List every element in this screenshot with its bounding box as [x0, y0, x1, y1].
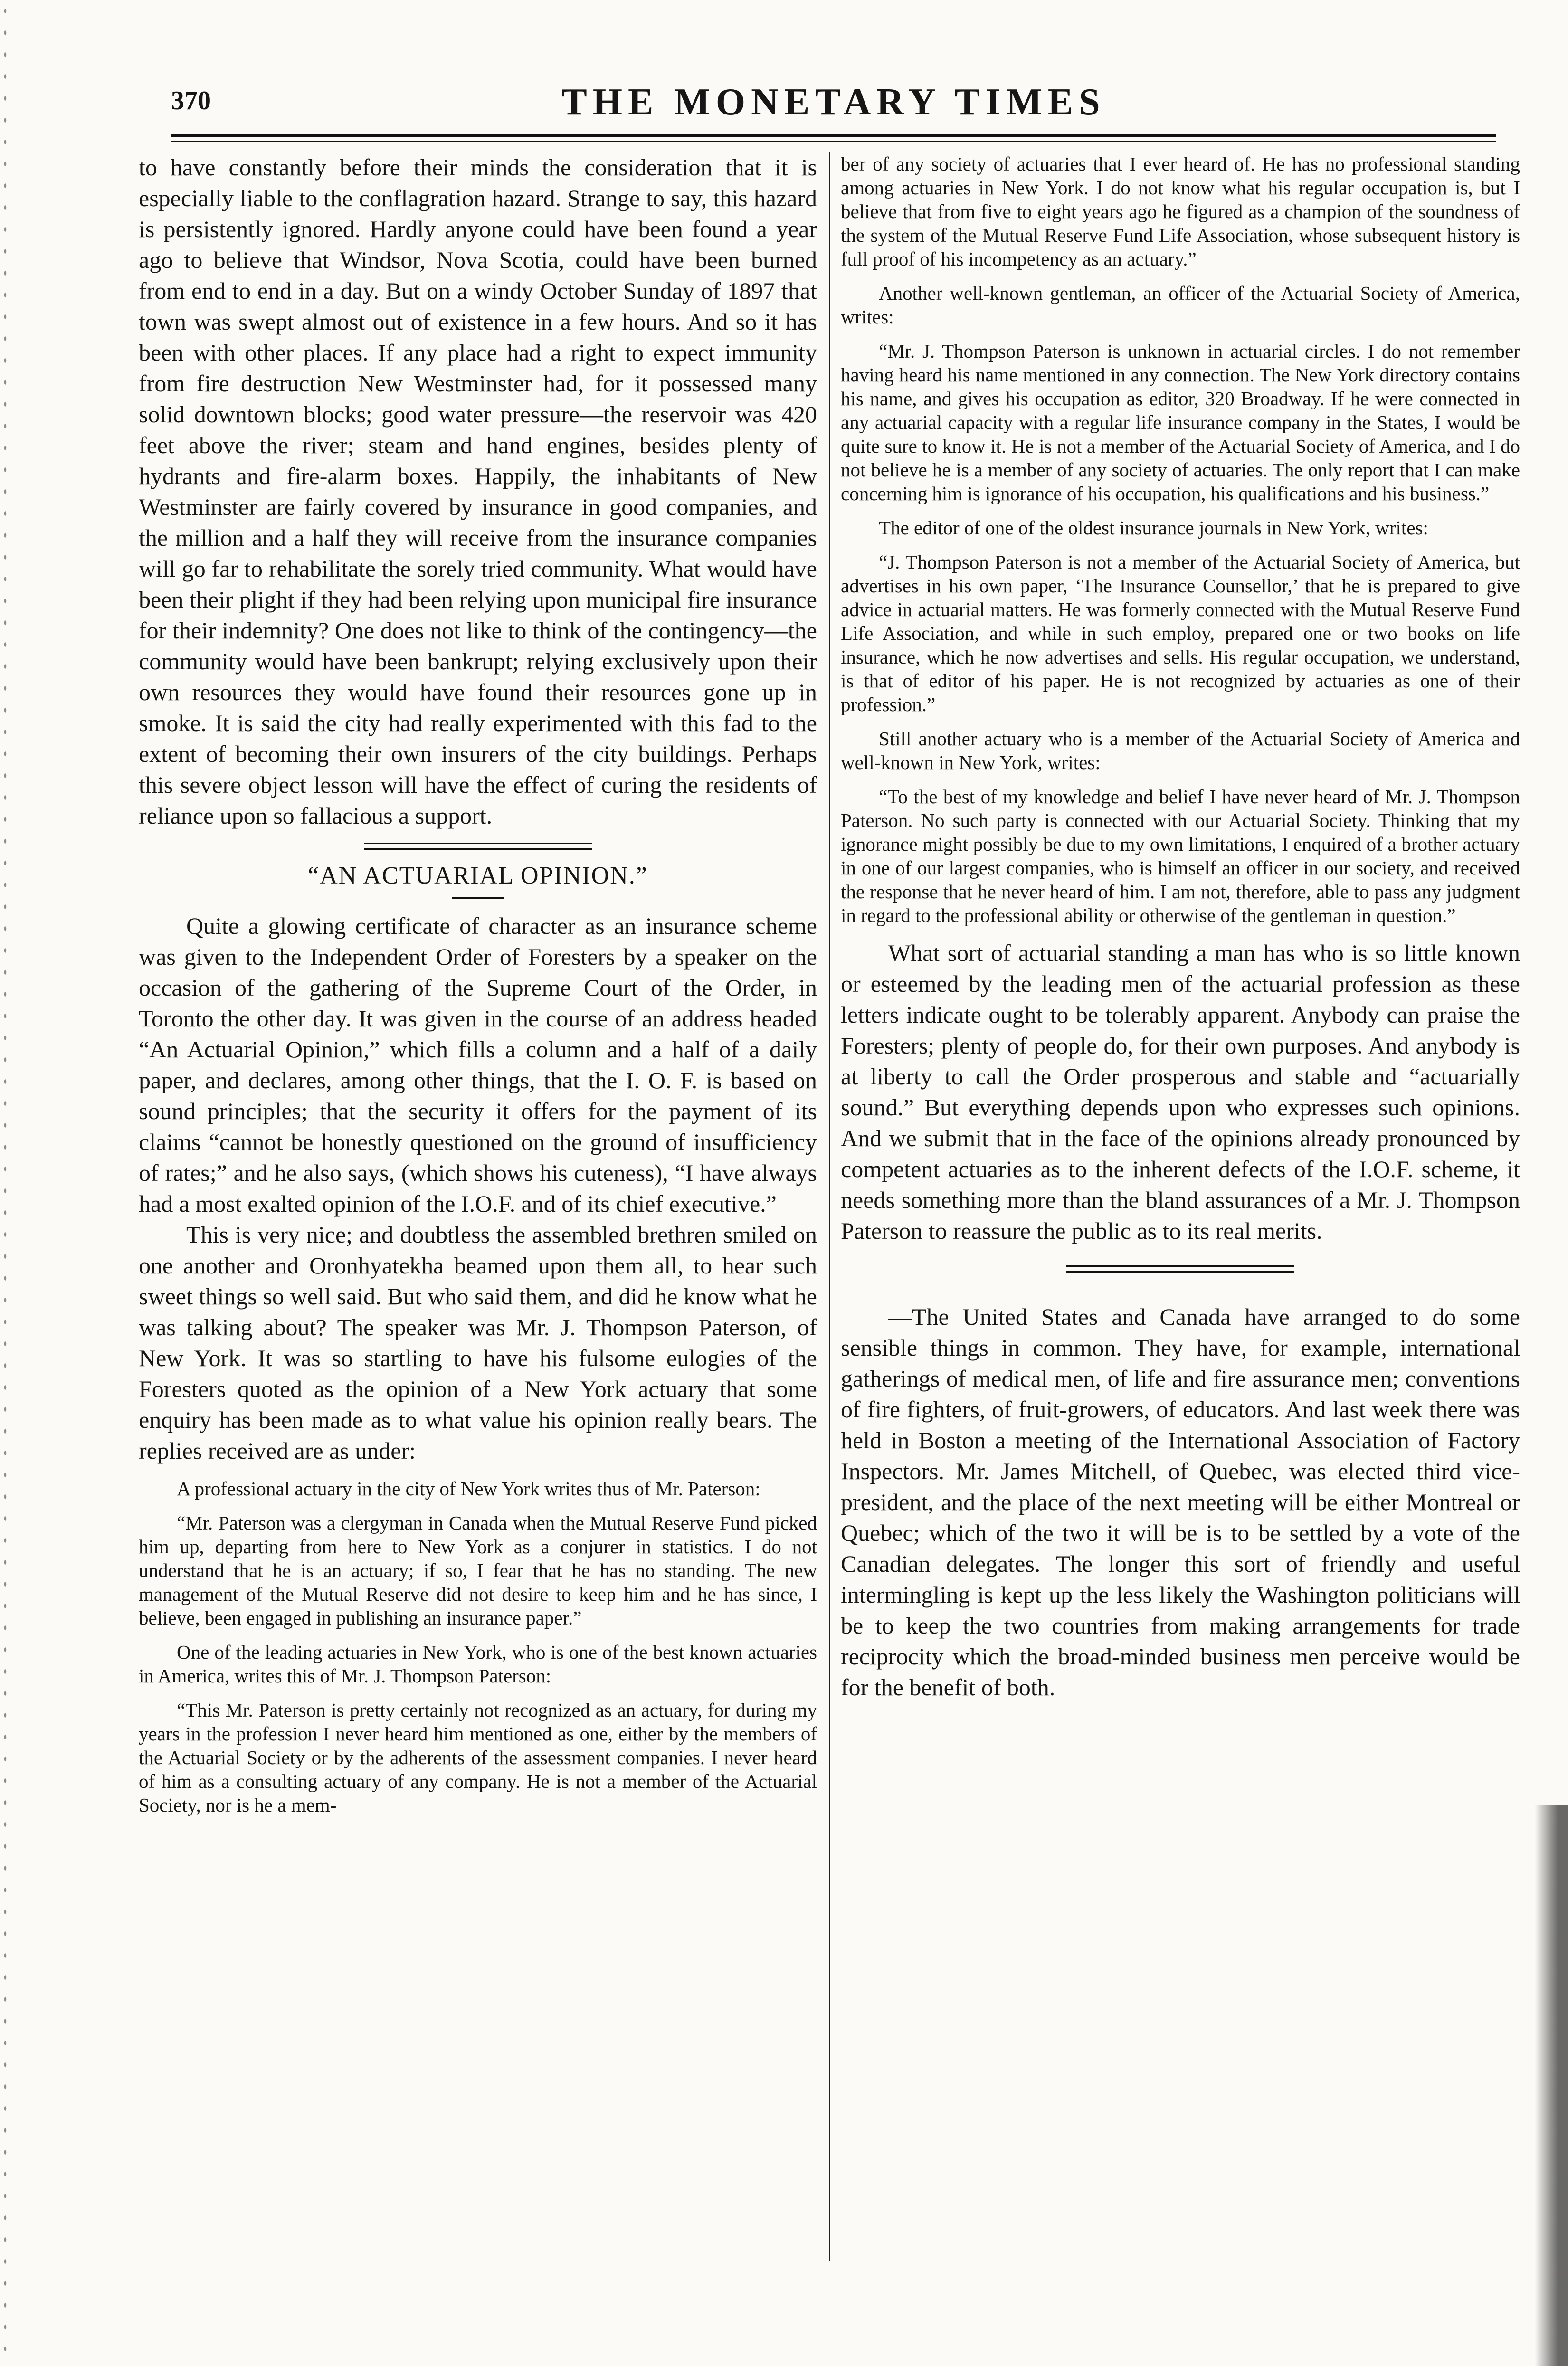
- heading-underline: [452, 897, 504, 899]
- letter-intro: The editor of one of the oldest insurance journals in New York, writes:: [879, 517, 1428, 539]
- scan-edge-left: [0, 0, 10, 2366]
- scan-edge-right: [1535, 1805, 1568, 2366]
- article-paragraph: What sort of actuarial standing a man has who is so little known or esteemed by the leading men of the actuarial profession as these letters indicate ought to be tolerably apparent. Anybody can praise the Foresters; plenty of people do, for their own purposes. And anybody is at liberty to call the Order prosperous and stable and “actuarially sound.” But everything depends upon who expresses such opinions. And we submit that in the face of the opinions already pronounced by competent actuaries as to the inherent defects of the I.O.F. scheme, it needs something more than the bland assurances of a Mr. J. Thompson Paterson to reassure the public as to its real merits.: [841, 940, 1520, 1244]
- letter-quote: “To the best of my knowledge and belief I have never heard of Mr. J. Thompson Paterson. No such party is connected with our Actuarial Society. Thinking that my ignorance might possibly be due to my own limitations, I enquired of a brother actuary in one of our largest companies, who is himself an officer in our society, and received the response that he never heard of him. I am not, therefore, able to pass any judgment in regard to the professional ability or otherwise of the gentleman in question.”: [841, 786, 1520, 926]
- letter-intro: A professional actuary in the city of New York writes thus of Mr. Paterson:: [177, 1478, 760, 1500]
- article-paragraph: Quite a glowing certificate of character as an insurance scheme was given to the Independent Order of Foresters by a speaker on the occasion of the gathering of the Supreme Court of the Order, in Toronto the other day. It was given in the course of an address headed “An Actuarial Opinion,” which fills a column and a half of a daily paper, and declares, among other things, that the I. O. F. is based on sound principles; that the security it offers for the payment of its claims “cannot be honestly questioned on the ground of insufficiency of rates;” and he also says, (which shows his cuteness), “I have always had a most exalted opinion of the I.O.F. and of its chief executive.”: [139, 912, 817, 1217]
- letter-intro: Still another actuary who is a member of the Actuarial Society of America and well-known in New York, writes:: [841, 728, 1520, 773]
- letter-intro: Another well-known gentleman, an officer of the Actuarial Society of America, writes:: [841, 282, 1520, 328]
- section-rule: [364, 843, 592, 850]
- section-heading: “AN ACTUARIAL OPINION.”: [308, 862, 648, 889]
- left-column: [139, 152, 817, 1817]
- article-paragraph: to have constantly before their minds the consideration that it is especially liable to the conflagration hazard. Strange to say, this hazard is persistently ignored. Hardly anyone could have been found a year ago to believe that Windsor, Nova Scotia, could have been burned from end to end in a day. But on a windy October Sunday of 1897 that town was swept almost out of existence in a few hours. And so it has been with other places. If any place had a right to expect immunity from fire destruction New Westminster had, for it possessed many solid downtown blocks; good water pressure—the reservoir was 420 feet above the river; steam and hand engines, besides plenty of hydrants and fire-alarm boxes. Happily, the inhabitants of New Westminster are fairly covered by insurance in good companies, and the million and a half they will receive from the insurance companies will go far to rehabilitate the sorely tried community. What would have been their plight if they had been relying upon municipal fire insurance for their indemnity? One does not like to think of the contingency—the community would have been bankrupt; relying exclusively upon their own resources they would have found their resources gone up in smoke. It is said the city had really experimented with this fad to the extent of becoming their own insurers of the city buildings. Perhaps this severe object lesson will have the effect of curing the residents of reliance upon so fallacious a support.: [139, 154, 817, 829]
- page-header: [171, 81, 1496, 133]
- section-rule: [1066, 1265, 1294, 1273]
- right-column: [841, 152, 1520, 1703]
- letter-quote: “Mr. J. Thompson Paterson is unknown in actuarial circles. I do not remember having heard his name mentioned in any connection. The New York directory contains his name, and gives his occupation as editor, 320 Broadway. If he were connected in any actuarial capacity with a regular life insurance company in the States, I would be quite sure to know it. He is not a member of the Actuarial Society of America, and I do not believe he is a member of any society of actuaries. The only report that I can make concerning him is ignorance of his occupation, his qualifications and his business.”: [841, 340, 1520, 504]
- article-paragraph: This is very nice; and doubtless the assembled brethren smiled on one another and Oronhyatekha beamed upon them all, to hear such sweet things so well said. But who said them, and did he know what he was talking about? The speaker was Mr. J. Thompson Paterson, of New York. It was so startling to have his fulsome eulogies of the Foresters quoted as the opinion of a New York actuary that some enquiry has been made as to what value his opinion really bears. The replies received are as under:: [139, 1221, 817, 1464]
- masthead-title: THE MONETARY TIMES: [561, 81, 1106, 123]
- letter-quote-continued: ber of any society of actuaries that I ever heard of. He has no professional standing among actuaries in New York. I do not know what his regular occupation is, but I believe that from five to eight years ago he figured as a champion of the soundness of the system of the Mutual Reserve Fund Life Association, whose subsequent history is full proof of his incompetency as an actuary.”: [841, 153, 1520, 270]
- letter-intro: One of the leading actuaries in New York, who is one of the best known actuaries in America, writes this of Mr. J. Thompson Paterson:: [139, 1641, 817, 1687]
- header-rule: [171, 134, 1496, 142]
- news-paragraph: —The United States and Canada have arranged to do some sensible things in common. They have, for example, international gatherings of medical men, of life and fire assurance men; conventions of fire fighters, of fruit-growers, of educators. And last week there was held in Boston a meeting of the International Association of Factory Inspectors. Mr. James Mitchell, of Quebec, was elected third vice-president, and the place of the next meeting will be either Montreal or Quebec; which of the two it will be is to be settled by a vote of the Canadian delegates. The longer this sort of friendly and useful intermingling is kept up the less likely the Washington politicians will be to keep the two countries from making arrangements for trade reciprocity which the broad-minded business men perceive would be for the benefit of both.: [841, 1303, 1520, 1701]
- letter-quote: “This Mr. Paterson is pretty certainly not recognized as an actuary, for during my years in the profession I never heard him mentioned as one, either by the members of the Actuarial Society or by the adherents of the assessment companies. I never heard of him as a consulting actuary of any company. He is not a member of the Actuarial Society, nor is he a mem-: [139, 1699, 817, 1816]
- column-divider: [829, 152, 830, 2261]
- letter-quote: “J. Thompson Paterson is not a member of the Actuarial Society of America, but advertises in his own paper, ‘The Insurance Counsellor,’ that he is prepared to give advice in actuarial matters. He was formerly connected with the Mutual Reserve Fund Life Association, and while in such employ, prepared one or two books on life insurance, which he now advertises and sells. His regular occupation, we understand, is that of editor of his paper. He is not recognized by actuaries as one of their profession.”: [841, 551, 1520, 715]
- page-number: 370: [171, 86, 211, 115]
- letter-quote: “Mr. Paterson was a clergyman in Canada when the Mutual Reserve Fund picked him up, departing from here to New York as a conjurer in statistics. I do not understand that he is an actuary; if so, I fear that he has no standing. The new management of the Mutual Reserve did not desire to keep him and he has since, I believe, been engaged in publishing an insurance paper.”: [139, 1512, 817, 1629]
